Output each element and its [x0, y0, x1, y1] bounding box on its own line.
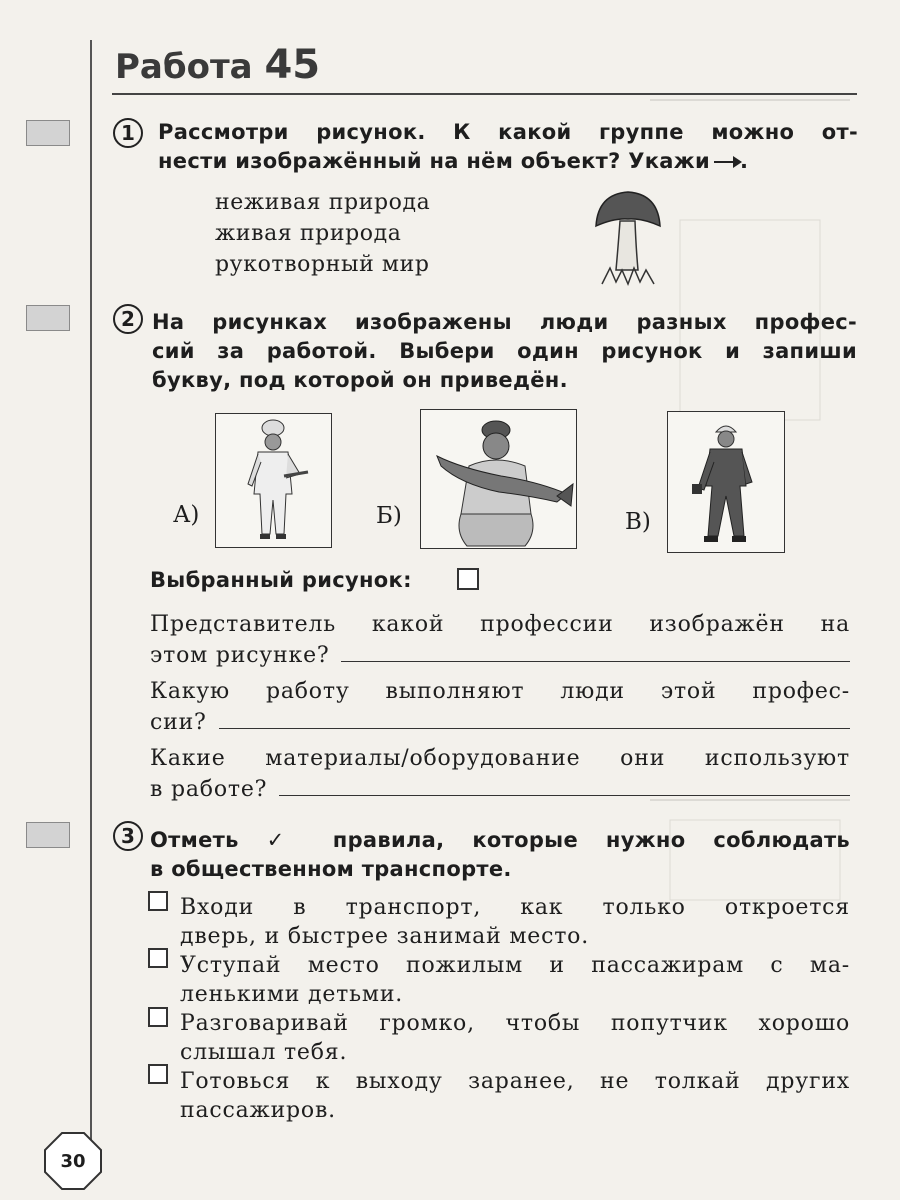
page-title	[115, 42, 320, 88]
question-number-1: 1	[113, 118, 143, 148]
page-title-number: 45	[264, 42, 321, 88]
q1-line-2-wrap: нести изображённый на нём объект? Укажи .	[158, 149, 749, 173]
score-box-q2[interactable]	[26, 305, 70, 331]
profession-answer-line[interactable]	[341, 643, 850, 662]
work-line-2-row	[150, 707, 850, 738]
q3-line-2: в общественном транспорте.	[150, 857, 512, 881]
rule-4	[180, 1067, 850, 1125]
materials-line-2: в работе?	[150, 777, 268, 802]
q3-line-1: Отметь ✓ правила, которые нужно соблюдать	[150, 828, 850, 852]
q2-line-1: На рисунках изображены люди разных профес-	[152, 310, 857, 334]
arrow-icon	[714, 161, 740, 163]
q1-option-2[interactable]: живая природа	[215, 221, 402, 246]
rule-checkbox-1[interactable]	[148, 891, 168, 911]
profession-line-2-row	[150, 640, 850, 671]
rule-3-line-2: слышал тебя.	[180, 1040, 348, 1065]
q1-option-3[interactable]: рукотворный мир	[215, 252, 430, 277]
q1-option-1[interactable]: неживая природа	[215, 190, 431, 215]
materials-answer-line[interactable]	[279, 777, 850, 796]
work-question	[150, 676, 850, 738]
picture-b[interactable]	[420, 409, 577, 549]
question-2-text	[152, 308, 857, 395]
page-number: 30	[60, 1150, 86, 1172]
fisherman-icon	[421, 410, 576, 548]
rule-3-line-1: Разговаривай громко, чтобы попутчик хорошо	[180, 1011, 850, 1036]
picture-label-b: Б)	[376, 503, 402, 529]
chef-icon	[216, 414, 331, 547]
rule-2-line-1: Уступай место пожилым и пассажирам с ма-	[180, 953, 850, 978]
materials-question	[150, 743, 850, 805]
page-title-label: Работа	[115, 47, 253, 87]
q2-line-2: сий за работой. Выбери один рисунок и запиши	[152, 339, 857, 363]
rule-checkbox-4[interactable]	[148, 1064, 168, 1084]
page-number-badge	[42, 1130, 104, 1192]
rule-2-line-2: ленькими детьми.	[180, 982, 404, 1007]
score-box-q1[interactable]	[26, 120, 70, 146]
materials-line-1: Какие материалы/оборудование они используют	[150, 746, 850, 771]
margin-line	[90, 40, 92, 1140]
picture-label-c: В)	[625, 509, 651, 535]
picture-c[interactable]	[667, 411, 785, 553]
q2-line-3: букву, под которой он приведён.	[152, 368, 568, 392]
rule-1-line-1: Входи в транспорт, как только откроется	[180, 895, 850, 920]
rule-3	[180, 1009, 850, 1067]
rule-1-line-2: дверь, и быстрее занимай место.	[180, 924, 590, 949]
rule-4-line-1: Готовься к выходу заранее, не толкай других	[180, 1069, 850, 1094]
rule-checkbox-2[interactable]	[148, 948, 168, 968]
builder-icon	[668, 412, 784, 552]
chosen-picture-label: Выбранный рисунок:	[150, 568, 412, 592]
mushroom-icon	[592, 188, 664, 288]
picture-label-a: А)	[173, 502, 200, 528]
title-underline	[112, 93, 857, 95]
rule-4-line-2: пассажиров.	[180, 1098, 336, 1123]
question-1-text	[158, 118, 858, 176]
profession-line-2: этом рисунке?	[150, 643, 330, 668]
rule-1	[180, 893, 850, 951]
question-3-text	[150, 826, 850, 884]
profession-question	[150, 609, 850, 671]
chosen-picture-answer-box[interactable]	[457, 568, 479, 590]
chosen-picture-row	[150, 566, 412, 595]
materials-line-2-row	[150, 774, 850, 805]
question-number-3: 3	[113, 821, 143, 851]
q1-line-1: Рассмотри рисунок. К какой группе можно от-	[158, 120, 858, 144]
rule-2	[180, 951, 850, 1009]
work-line-1: Какую работу выполняют люди этой профес-	[150, 679, 850, 704]
q1-line-2: нести изображённый на нём объект? Укажи	[158, 149, 710, 173]
picture-a[interactable]	[215, 413, 332, 548]
score-box-q3[interactable]	[26, 822, 70, 848]
rule-checkbox-3[interactable]	[148, 1007, 168, 1027]
profession-line-1: Представитель какой профессии изображён на	[150, 612, 850, 637]
work-line-2: сии?	[150, 710, 207, 735]
work-answer-line[interactable]	[219, 710, 850, 729]
question-number-2: 2	[113, 304, 143, 334]
